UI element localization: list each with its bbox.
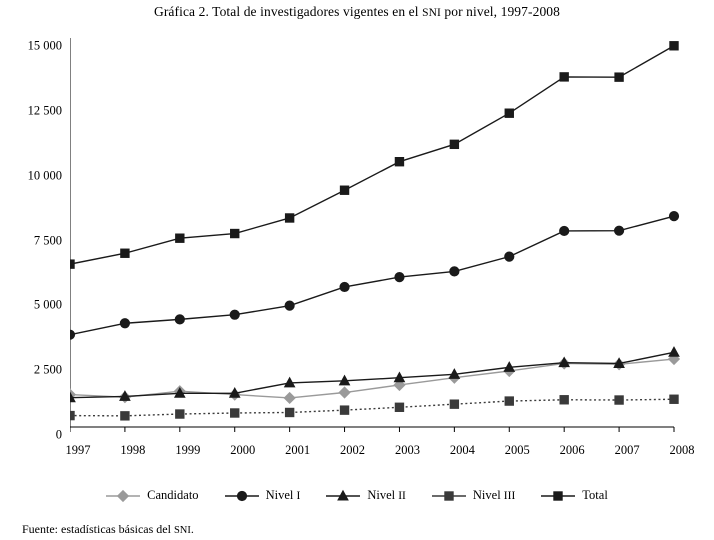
data-point [285, 301, 294, 310]
data-point [560, 73, 568, 81]
data-point [340, 282, 349, 291]
legend-marker-diamond-icon [106, 489, 140, 503]
data-point [450, 400, 458, 408]
data-point [340, 186, 348, 194]
data-point [669, 347, 679, 356]
legend-label: Total [582, 488, 608, 502]
y-tick-label: 12 500 [27, 103, 62, 118]
data-point [176, 410, 184, 418]
x-tick-label: 2001 [285, 443, 311, 457]
x-tick-label: 2002 [340, 443, 366, 457]
legend-label: Nivel III [472, 488, 516, 502]
data-point [560, 396, 568, 404]
data-point [450, 140, 458, 148]
y-tick-label: 7 500 [33, 233, 62, 247]
page-title [0, 4, 714, 20]
data-point [284, 393, 295, 404]
data-point [285, 408, 293, 416]
title-smallcaps: SNI [422, 7, 441, 19]
legend-item [326, 488, 406, 503]
x-tick-label: 2003 [394, 443, 420, 457]
data-point [669, 212, 678, 221]
data-point [70, 330, 75, 339]
legend-item [225, 488, 301, 503]
y-tick-label: 2 500 [33, 362, 62, 377]
source-suffix: . [190, 522, 194, 536]
data-point [670, 42, 678, 50]
data-point [231, 229, 239, 237]
source-prefix: Fuente: estadísticas básicas del [22, 522, 174, 536]
data-point [121, 249, 129, 257]
title-suffix: por nivel, 1997-2008 [440, 4, 561, 19]
data-point [340, 406, 348, 414]
data-point [395, 158, 403, 166]
data-point [120, 319, 129, 328]
series-line [70, 359, 674, 398]
series-line [70, 216, 674, 335]
x-tick-label: 2000 [230, 443, 256, 457]
title-prefix: Gráfica 2. Total de investigadores vigentes en el [153, 4, 423, 19]
data-point [176, 234, 184, 242]
x-tick-label: 1998 [120, 443, 146, 457]
data-point [615, 73, 623, 81]
data-point [450, 267, 459, 276]
chart-legend [0, 488, 714, 503]
data-point [614, 226, 623, 235]
data-point [395, 273, 404, 282]
plot-area [27, 30, 695, 457]
legend-marker-triangle-icon [326, 489, 360, 503]
y-tick-label: 15 000 [27, 38, 62, 53]
x-tick-label: 2004 [449, 443, 475, 457]
data-point [670, 395, 678, 403]
series-line [70, 352, 674, 397]
x-tick-label: 2008 [669, 443, 695, 457]
chart-svg [70, 30, 690, 455]
legend-marker-circle-icon [225, 489, 259, 503]
legend-label-smallcaps: III [503, 490, 516, 502]
x-tick-label: 2006 [559, 443, 585, 457]
y-tick-label: 5 000 [33, 297, 62, 312]
legend-label: Candidato [147, 488, 199, 502]
legend-label: Nivel I [265, 488, 301, 502]
series-line [70, 399, 674, 416]
legend-item [106, 488, 198, 503]
legend-label-smallcaps: II [398, 490, 406, 502]
y-tick-label: 0 [55, 427, 62, 442]
x-tick-label: 1999 [175, 443, 201, 457]
data-point [505, 252, 514, 261]
data-point [121, 412, 129, 420]
data-point [395, 403, 403, 411]
data-point [339, 387, 350, 398]
y-tick-label: 10 000 [27, 168, 62, 183]
data-point [70, 411, 74, 419]
legend-marker-square-icon [541, 489, 575, 503]
x-tick-label: 2007 [614, 443, 640, 457]
data-point [230, 310, 239, 319]
legend-item [541, 488, 608, 503]
legend-label: Nivel II [367, 488, 406, 502]
data-point [175, 315, 184, 324]
data-point [231, 409, 239, 417]
source-note [22, 522, 194, 537]
source-smallcaps: SNI [173, 525, 191, 536]
data-point [615, 396, 623, 404]
data-point [505, 397, 513, 405]
x-tick-label: 1997 [65, 443, 91, 457]
legend-label-smallcaps: I [296, 490, 301, 502]
data-point [285, 214, 293, 222]
legend-item [432, 488, 515, 503]
data-point [70, 260, 74, 268]
legend-marker-square-icon [432, 489, 466, 503]
data-point [560, 226, 569, 235]
x-tick-label: 2005 [504, 443, 530, 457]
data-point [505, 109, 513, 117]
